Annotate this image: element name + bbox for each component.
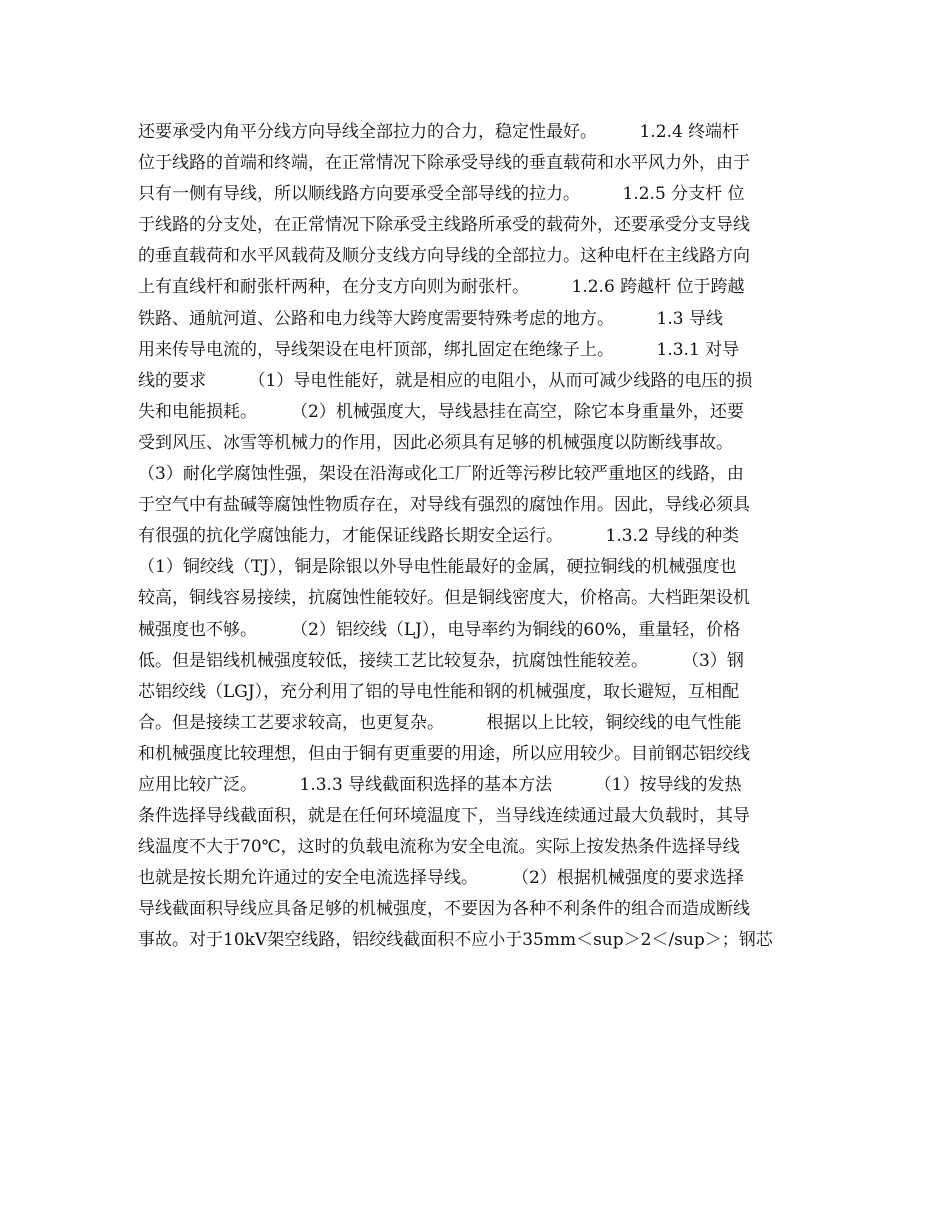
text-line: 械强度也不够。 （2）铝绞线（LJ），电导率约为铜线的60%，重量轻，价格 bbox=[138, 619, 741, 640]
text-line: 受到风压、冰雪等机械力的作用，因此必须具有足够的机械强度以防断线事故。 bbox=[138, 432, 733, 453]
text-line: 上有直线杆和耐张杆两种，在分支方向则为耐张杆。 1.2.6 跨越杆 位于跨越 bbox=[138, 277, 745, 298]
text-line: 还要承受内角平分线方向导线全部拉力的合力，稳定性最好。 1.2.4 终端杆 bbox=[138, 122, 740, 142]
text-line: 线温度不大于70℃，这时的负载电流称为安全电流。实际上按发热条件选择导线 bbox=[138, 837, 740, 858]
text-line: 的垂直载荷和水平风载荷及顺分支线方向导线的全部拉力。这种电杆在主线路方向 bbox=[138, 246, 750, 267]
text-line: 失和电能损耗。 （2）机械强度大，导线悬挂在高空，除它本身重量外，还要 bbox=[138, 401, 744, 422]
text-line: （1）铜绞线（TJ），铜是除银以外导电性能最好的金属，硬拉铜线的机械强度也 bbox=[138, 557, 737, 578]
text-line: 有很强的抗化学腐蚀能力，才能保证线路长期安全运行。 1.3.2 导线的种类 bbox=[138, 526, 740, 547]
text-line: 合。但是接续工艺要求较高，也更复杂。 根据以上比较，铜绞线的电气性能 bbox=[138, 712, 742, 733]
text-line: （3）耐化学腐蚀性强，架设在沿海或化工厂附近等污秽比较严重地区的线路，由 bbox=[138, 464, 744, 485]
text-line: 用来传导电流的，导线架设在电杆顶部，绑扎固定在绝缘子上。 1.3.1 对导 bbox=[138, 339, 740, 360]
text-line: 较高，铜线容易接续，抗腐蚀性能较好。但是铜线密度大，价格高。大档距架设机 bbox=[138, 588, 750, 609]
text-line: 芯铝绞线（LGJ），充分利用了铝的导电性能和钢的机械强度，取长避短，互相配 bbox=[138, 681, 740, 702]
text-line: 线的要求 （1）导电性能好，就是相应的电阻小，从而可减少线路的电压的损 bbox=[138, 370, 753, 391]
text-line: 铁路、通航河道、公路和电力线等大跨度需要特殊考虑的地方。 1.3 导线 bbox=[138, 308, 723, 329]
text-line: 只有一侧有导线，所以顺线路方向要承受全部导线的拉力。 1.2.5 分支杆 位 bbox=[138, 184, 745, 205]
body-text bbox=[138, 117, 818, 957]
text-line: 也就是按长期允许通过的安全电流选择导线。 （2）根据机械强度的要求选择 bbox=[138, 868, 744, 889]
text-line: 导线截面积导线应具备足够的机械强度，不要因为各种不利条件的组合而造成断线 bbox=[138, 899, 750, 920]
text-line: 应用比较广泛。 1.3.3 导线截面积选择的基本方法 （1）按导线的发热 bbox=[138, 774, 742, 795]
text-line: 于空气中有盐碱等腐蚀性物质存在，对导线有强烈的腐蚀作用。因此，导线必须具 bbox=[138, 495, 750, 516]
text-line: 条件选择导线截面积，就是在任何环境温度下，当导线连续通过最大负载时，其导 bbox=[138, 806, 750, 827]
text-line: 于线路的分支处，在正常情况下除承受主线路所承受的载荷外，还要承受分支导线 bbox=[138, 215, 750, 236]
text-line: 低。但是铝线机械强度较低，接续工艺比较复杂，抗腐蚀性能较差。 （3）钢 bbox=[138, 650, 744, 671]
text-line: 和机械强度比较理想，但由于铜有更重要的用途，所以应用较少。目前钢芯铝绞线 bbox=[138, 743, 750, 764]
text-line: 位于线路的首端和终端，在正常情况下除承受导线的垂直载荷和水平风力外，由于 bbox=[138, 153, 750, 174]
text-line: 事故。对于10kV架空线路，铝绞线截面积不应小于35mm＜sup＞2＜/sup＞；钢芯 bbox=[138, 930, 773, 951]
